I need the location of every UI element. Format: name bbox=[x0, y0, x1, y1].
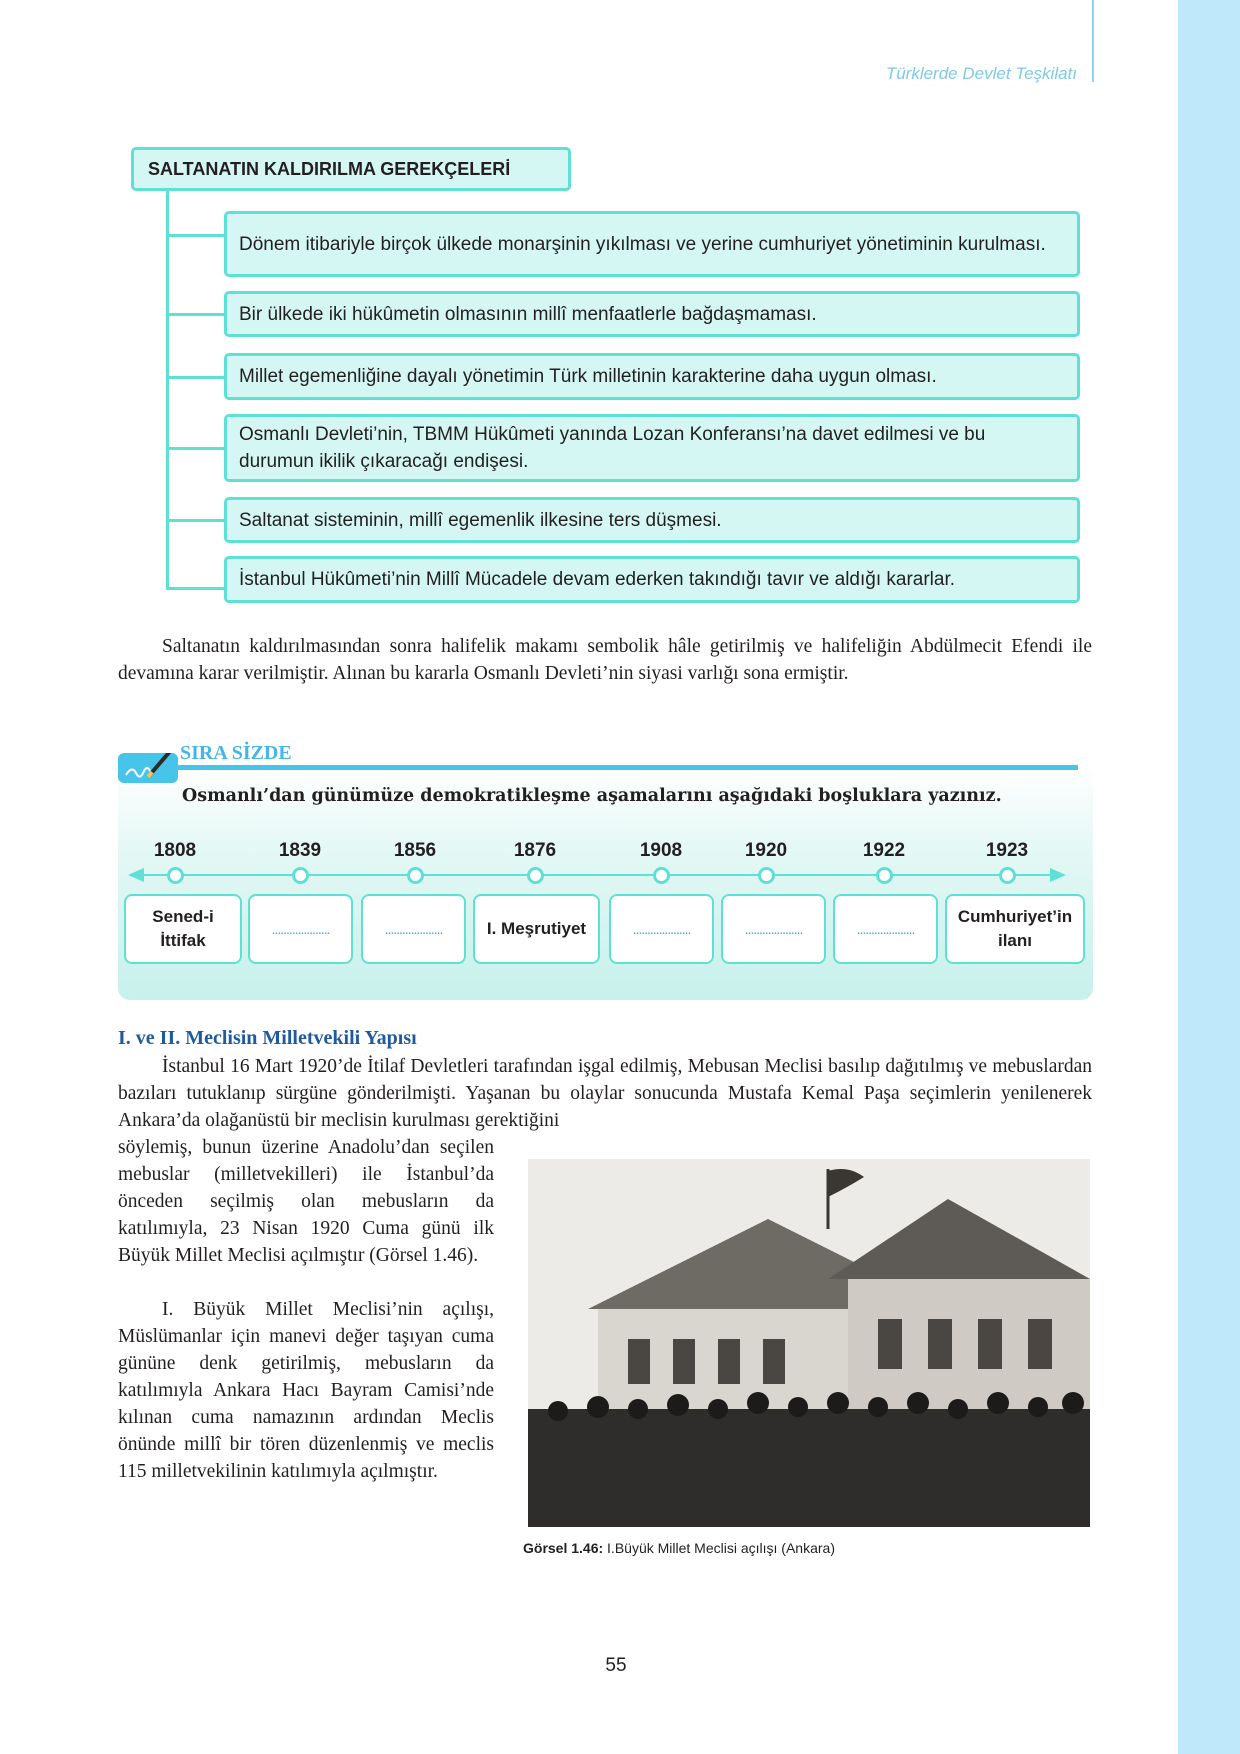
body-paragraph: Saltanatın kaldırılmasından sonra halifelik makamı sembolik hâle getirilmiş ve halifeliğin Abdülmecit Efendi ile devamına karar verilmiştir. Alınan bu kararla Osmanlı Devleti’nin siyasi varlığı sona ermiştir. bbox=[118, 636, 1092, 684]
timeline-box: Sened-i İttifak bbox=[124, 894, 242, 964]
tree-branch bbox=[166, 447, 225, 450]
figure-caption: Görsel 1.46: I.Büyük Millet Meclisi açılışı (Ankara) bbox=[523, 1540, 835, 1556]
activity-title: SIRA SİZDE bbox=[180, 742, 292, 764]
tree-connector bbox=[166, 191, 169, 589]
body-paragraph: I. Büyük Millet Meclisi’nin açılışı, Müslümanlar için manevi değer taşıyan cuma gününe denk getirilmiş, mebusların da katılımıyla Ankara Hacı Bayram Camisi’nde kılınan cuma namazının ardından Meclis önünde millî bir tören düzenlenmiş ve meclis 115 milletvekilinin katılımıyla açılmıştır. bbox=[118, 1299, 494, 1482]
timeline-dot bbox=[876, 867, 893, 884]
section-heading: I. ve II. Meclisin Milletvekili Yapısı bbox=[118, 1027, 417, 1049]
tree-branch bbox=[166, 313, 225, 316]
reason-item: Osmanlı Devleti’nin, TBMM Hükûmeti yanında Lozan Konferansı’na davet edilmesi ve bu durumun ikilik çıkaracağı endişesi. bbox=[224, 414, 1080, 482]
timeline-dot bbox=[999, 867, 1016, 884]
timeline-year: 1923 bbox=[985, 840, 1029, 861]
tree-branch bbox=[166, 234, 225, 237]
timeline-year: 1856 bbox=[393, 840, 437, 861]
body-paragraph: söylemiş, bunun üzerine Anadolu’dan seçilen mebuslar (milletvekilleri) ile İstanbul’da önceden seçilmiş olan mebusların da katılımıyla, 23 Nisan 1920 Cuma günü ilk Büyük Millet Meclisi açılmıştır (Görsel 1.46). bbox=[118, 1137, 494, 1266]
reason-item: Millet egemenliğine dayalı yönetimin Türk milletinin karakterine daha uygun olması. bbox=[224, 353, 1080, 400]
timeline-dot bbox=[292, 867, 309, 884]
reason-item: Bir ülkede iki hükûmetin olmasının millî menfaatlerle bağdaşmaması. bbox=[224, 291, 1080, 337]
timeline-blank-box[interactable]: .................... bbox=[248, 894, 353, 964]
timeline-year: 1922 bbox=[862, 840, 906, 861]
tree-branch bbox=[166, 376, 225, 379]
concept-title: SALTANATIN KALDIRILMA GEREKÇELERİ bbox=[131, 147, 571, 191]
timeline-year: 1908 bbox=[639, 840, 683, 861]
timeline-year: 1920 bbox=[744, 840, 788, 861]
timeline-year: 1876 bbox=[513, 840, 557, 861]
timeline-year: 1839 bbox=[278, 840, 322, 861]
timeline-year: 1808 bbox=[153, 840, 197, 861]
header-rule bbox=[1092, 0, 1094, 82]
reason-item: Dönem itibariyle birçok ülkede monarşinin yıkılması ve yerine cumhuriyet yönetiminin kurulması. bbox=[224, 211, 1080, 277]
timeline-dot bbox=[407, 867, 424, 884]
timeline-dot bbox=[758, 867, 775, 884]
timeline-blank-box[interactable]: .................... bbox=[833, 894, 938, 964]
timeline-blank-box[interactable]: .................... bbox=[721, 894, 826, 964]
assembly-photo bbox=[528, 1159, 1090, 1527]
timeline-dot bbox=[527, 867, 544, 884]
timeline-blank-box[interactable]: .................... bbox=[609, 894, 714, 964]
page-side-strip bbox=[1178, 0, 1240, 1754]
reason-item: İstanbul Hükûmeti’nin Millî Mücadele devam ederken takındığı tavır ve aldığı kararlar. bbox=[224, 556, 1080, 603]
timeline-box: I. Meşrutiyet bbox=[473, 894, 600, 964]
activity-prompt: Osmanlı’dan günümüze demokratikleşme aşamalarını aşağıdaki boşluklara yazınız. bbox=[182, 786, 1002, 806]
body-paragraph: İstanbul 16 Mart 1920’de İtilaf Devletleri tarafından işgal edilmiş, Mebusan Meclisi basılıp dağıtılmış ve mebuslardan bazıları tutuklanıp sürgüne gönderilmişti. Yaşanan bu olaylar sonucunda Mustafa Kemal Paşa seçimlerin yenilenerek Ankara’da olağanüstü bir meclisin kurulması gerektiğini bbox=[118, 1056, 1092, 1131]
tree-branch bbox=[166, 519, 225, 522]
pen-icon bbox=[118, 753, 178, 783]
reason-item: Saltanat sisteminin, millî egemenlik ilkesine ters düşmesi. bbox=[224, 497, 1080, 543]
tree-branch bbox=[166, 587, 225, 590]
arrow-left-icon bbox=[128, 868, 144, 882]
arrow-right-icon bbox=[1050, 868, 1066, 882]
timeline-dot bbox=[167, 867, 184, 884]
page-number: 55 bbox=[605, 1655, 627, 1676]
timeline-line bbox=[135, 874, 1060, 876]
running-title: Türklerde Devlet Teşkilatı bbox=[885, 64, 1077, 83]
timeline-blank-box[interactable]: .................... bbox=[361, 894, 466, 964]
timeline-dot bbox=[653, 867, 670, 884]
timeline-box: Cumhuriyet’in ilanı bbox=[945, 894, 1085, 964]
activity-bar bbox=[170, 765, 1078, 770]
